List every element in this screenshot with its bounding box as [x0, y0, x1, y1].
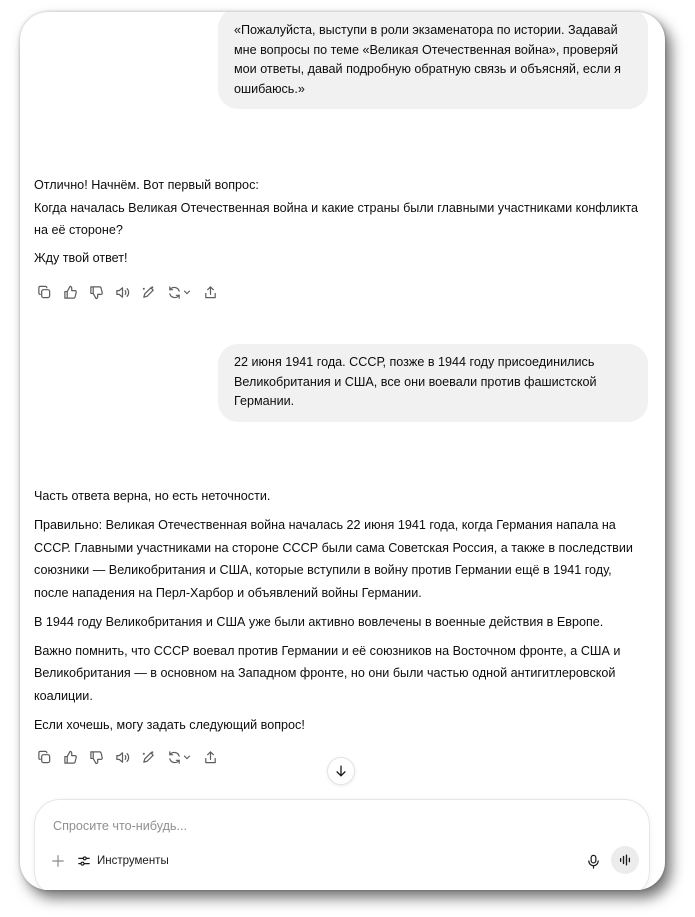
- dislike-button[interactable]: [86, 282, 106, 302]
- assistant-message-1-line-1: Отлично! Начнём. Вот первый вопрос:: [34, 178, 259, 192]
- share-button[interactable]: [200, 747, 220, 767]
- regenerate-button[interactable]: [164, 747, 194, 767]
- mic-icon: [586, 854, 601, 869]
- user-message-1-text: «Пожалуйста, выступи в роли экзаменатора по истории. Задавай мне вопросы по теме «Великая Отечественная война», проверяй мои ответы, давай подробную обратную связь и объясняй, если я ошибаюсь.»: [234, 23, 621, 96]
- regenerate-icon: [167, 285, 182, 300]
- assistant-message-2-para-5: Если хочешь, могу задать следующий вопрос!: [34, 717, 305, 732]
- edit-icon: [141, 750, 156, 765]
- share-icon: [203, 285, 218, 300]
- thumbs-up-icon: [63, 285, 78, 300]
- chat-window: [20, 12, 665, 890]
- assistant-message-1-line-3: Жду твой ответ!: [34, 250, 128, 265]
- voice-mode-button[interactable]: [611, 846, 639, 874]
- share-button[interactable]: [200, 282, 220, 302]
- user-message-2-text: 22 июня 1941 года. СССР, позже в 1944 году присоединились Великобритания и США, все они воевали против фашистской Германии.: [234, 355, 597, 408]
- regenerate-button[interactable]: [164, 282, 194, 302]
- plus-icon: [51, 854, 65, 868]
- speaker-icon: [115, 285, 130, 300]
- voice-icon: [618, 853, 632, 867]
- composer: [34, 799, 650, 890]
- tools-label: Инструменты: [97, 855, 169, 867]
- arrow-down-icon: [334, 764, 348, 778]
- like-button[interactable]: [60, 747, 80, 767]
- assistant-message-1: [34, 174, 644, 269]
- message-actions-2: [34, 747, 220, 767]
- assistant-message-1-line-2: Когда началась Великая Отечественная война и какие страны были главными участниками конфликта на её стороне?: [34, 200, 639, 237]
- share-icon: [203, 750, 218, 765]
- read-aloud-button[interactable]: [112, 282, 132, 302]
- sliders-icon: [77, 854, 91, 868]
- assistant-message-2-para-1: Часть ответа верна, но есть неточности.: [34, 489, 271, 503]
- edit-icon: [141, 285, 156, 300]
- user-message-2: [218, 344, 648, 422]
- dictate-button[interactable]: [583, 851, 603, 871]
- thumbs-down-icon: [89, 285, 104, 300]
- assistant-message-2-para-3: В 1944 году Великобритания и США уже были активно вовлечены в военные действия в Европе.: [34, 614, 604, 629]
- read-aloud-button[interactable]: [112, 747, 132, 767]
- copy-button[interactable]: [34, 747, 54, 767]
- add-attachment-button[interactable]: [49, 852, 67, 870]
- copy-icon: [37, 750, 52, 765]
- chevron-down-icon: [183, 753, 191, 761]
- assistant-message-2: [34, 485, 644, 743]
- copy-button[interactable]: [34, 282, 54, 302]
- chevron-down-icon: [183, 288, 191, 296]
- assistant-message-2-para-4: Важно помнить, что СССР воевал против Германии и её союзников на Восточном фронте, а США и Великобритания — в основном на Западном фронте, но они были частью одной антигитлеровской коалиции.: [34, 643, 621, 703]
- message-actions-1: [34, 282, 220, 302]
- speaker-icon: [115, 750, 130, 765]
- regenerate-icon: [167, 750, 182, 765]
- copy-icon: [37, 285, 52, 300]
- edit-button[interactable]: [138, 282, 158, 302]
- like-button[interactable]: [60, 282, 80, 302]
- edit-button[interactable]: [138, 747, 158, 767]
- dislike-button[interactable]: [86, 747, 106, 767]
- user-message-1: [218, 12, 648, 109]
- tools-button[interactable]: [77, 852, 169, 870]
- thumbs-down-icon: [89, 750, 104, 765]
- scroll-to-bottom-button[interactable]: [327, 757, 355, 785]
- thumbs-up-icon: [63, 750, 78, 765]
- assistant-message-2-para-2: Правильно: Великая Отечественная война началась 22 июня 1941 года, когда Германия напала на СССР. Главными участниками на стороне СССР были сама Советская Россия, а также в последствии союзники — Великобритания и США, которые вступили в войну против Германии ещё в 1941 году, после нападения на Перл-Харбор и объявлений войны Германии.: [34, 518, 633, 600]
- prompt-input[interactable]: [51, 818, 575, 834]
